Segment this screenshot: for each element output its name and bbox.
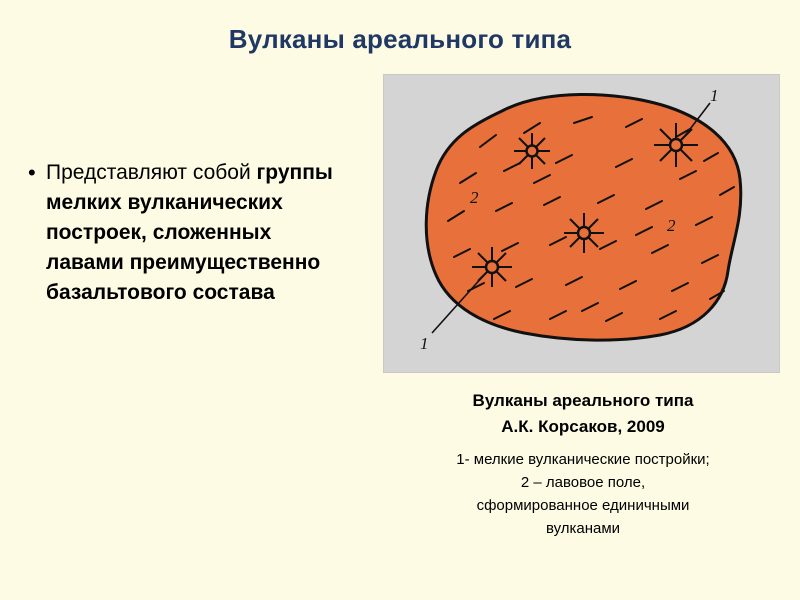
caption-legend-line: вулканами bbox=[545, 520, 621, 537]
caption-title: Вулканы ареального типа bbox=[472, 391, 694, 410]
page-title: Вулканы ареального типа bbox=[228, 24, 572, 54]
bullet-text-lead: Представляют собой bbox=[46, 161, 257, 184]
bullet-list bbox=[28, 158, 348, 308]
volcano-vent bbox=[654, 123, 698, 167]
list-item bbox=[28, 158, 348, 308]
volcano-vent bbox=[514, 133, 550, 169]
caption-legend-line: 2 – лавовое поле, bbox=[520, 474, 646, 491]
bullet-text bbox=[46, 158, 348, 308]
figure-areal-volcanoes bbox=[383, 74, 780, 373]
caption-author: А.К. Корсаков, 2009 bbox=[501, 417, 665, 436]
caption-legend bbox=[383, 448, 783, 540]
caption-legend-line: сформированное единичными bbox=[476, 497, 690, 514]
figure-caption bbox=[383, 388, 783, 540]
figure-label-2-left: 2 bbox=[470, 188, 479, 207]
figure-label-1-bottom: 1 bbox=[420, 334, 429, 353]
volcano-vent bbox=[564, 213, 604, 253]
caption-legend-line: 1- мелкие вулканические постройки; bbox=[456, 451, 710, 468]
bullet-text-strong: группы мелких вулканических построек, сложенных лавами преимущественно базальтового состава bbox=[46, 161, 333, 304]
diagram-svg bbox=[384, 75, 779, 372]
figure-label-2-right: 2 bbox=[667, 216, 676, 235]
bullet-marker: • bbox=[28, 160, 36, 185]
figure-label-1-top: 1 bbox=[710, 86, 719, 105]
